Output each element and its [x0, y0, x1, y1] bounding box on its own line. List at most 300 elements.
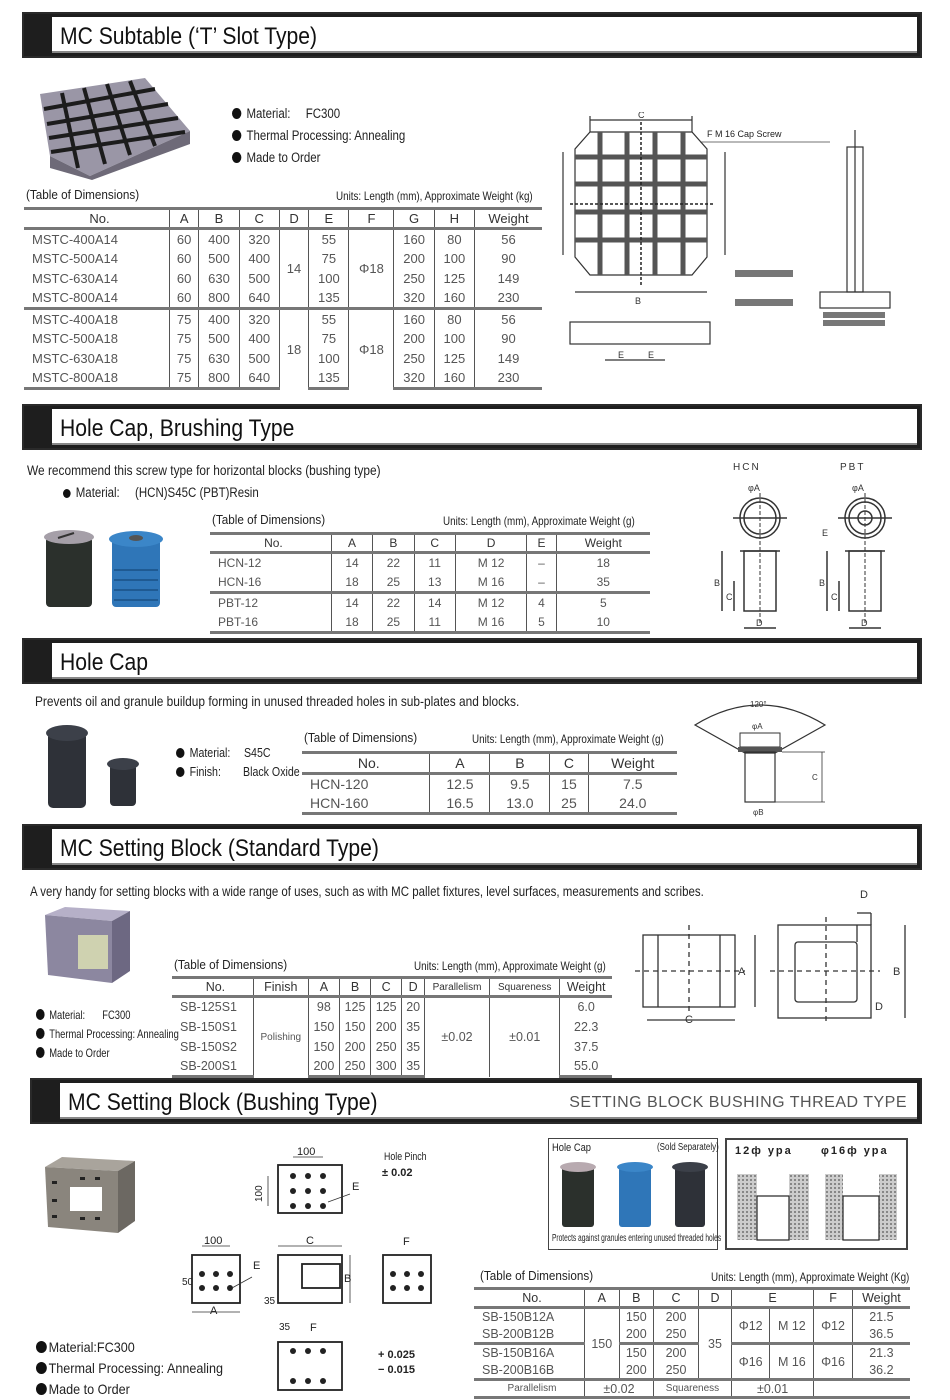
- cell-0: PBT-12: [210, 593, 331, 613]
- svg-text:35: 35: [264, 1296, 276, 1307]
- cell-a: 60: [169, 249, 198, 269]
- hole-cap-dimensions-table: [302, 751, 677, 815]
- hole-cap-brushing-drawing: [700, 458, 900, 633]
- thread-section-drawing: [733, 1166, 901, 1246]
- cell-e: 135: [309, 289, 349, 309]
- footer-parallelism-label: Parallelism: [474, 1380, 584, 1398]
- cell-e: 135: [309, 369, 349, 389]
- cell-b: 630: [199, 269, 239, 289]
- cell-no: SB-200B12B: [482, 1326, 555, 1341]
- column-header: D: [455, 534, 526, 553]
- cell-no: MSTC-400A14: [32, 231, 118, 247]
- cell-g: 160: [394, 229, 434, 249]
- bullet-icon: [232, 130, 241, 141]
- bullet-icon: [36, 1009, 45, 1020]
- cell-dim: 200: [308, 1057, 339, 1077]
- cell-6: 5: [556, 593, 650, 613]
- column-header: Weight: [852, 1289, 910, 1308]
- cell-dim: 250: [371, 1037, 402, 1057]
- cell-weight: 36.5: [852, 1326, 910, 1344]
- svg-text:B: B: [714, 578, 721, 588]
- section-title: MC Subtable (‘T’ Slot Type): [60, 23, 318, 50]
- cell-e: 100: [309, 269, 349, 289]
- bullet-material: Material: FC300: [232, 106, 340, 121]
- section-intro: We recommend this screw type for horizontal blocks (bushing type): [27, 462, 381, 478]
- column-header: H: [434, 209, 474, 229]
- cell-c: 640: [239, 369, 279, 389]
- setting-block-standard-image: [40, 905, 140, 985]
- cell-w: 149: [475, 269, 543, 289]
- thread-label-right: φ16ф ура: [821, 1145, 889, 1157]
- svg-text:F: F: [403, 1236, 410, 1248]
- cell-c: 500: [239, 349, 279, 369]
- cell-squareness: ±0.01: [490, 997, 560, 1077]
- svg-text:B: B: [344, 1273, 352, 1285]
- cell-dim: 300: [371, 1057, 402, 1077]
- cell-1: 12.5: [430, 774, 490, 794]
- cell-h: 160: [434, 369, 474, 389]
- section-header-hole-cap: [22, 638, 922, 684]
- cell-0: PBT-16: [210, 613, 331, 633]
- cell-g: 160: [394, 309, 434, 329]
- subtable-product-image: [30, 76, 200, 181]
- cell-b: 200: [619, 1326, 654, 1344]
- cell-dim: 200: [371, 1017, 402, 1037]
- cell-w: 149: [475, 349, 543, 369]
- column-header: G: [394, 209, 434, 229]
- cell-b: 150: [619, 1308, 654, 1326]
- cell-c: 400: [239, 249, 279, 269]
- cell-b: 630: [199, 349, 239, 369]
- bullet-made-to-order: Made to Order: [232, 150, 320, 165]
- cell-no: SB-150B16A: [474, 1344, 584, 1362]
- cell-d: 18: [279, 309, 308, 389]
- table-footer-row: [474, 1380, 910, 1398]
- cell-5: 5: [527, 613, 556, 633]
- cell-no: MSTC-500A18: [32, 331, 118, 346]
- cell-h: 160: [434, 289, 474, 309]
- svg-text:100: 100: [204, 1235, 223, 1247]
- svg-text:A: A: [738, 966, 746, 978]
- cell-2: 25: [373, 573, 414, 593]
- cell-0: HCN-16: [218, 574, 262, 589]
- column-header: No.: [172, 978, 253, 997]
- column-header: B: [339, 978, 370, 997]
- cell-w: 230: [475, 369, 543, 389]
- tolerance-plus: + 0.025: [378, 1349, 416, 1361]
- cell-e-thread: M 12: [770, 1308, 814, 1344]
- box-title: Hole Cap: [552, 1142, 591, 1154]
- column-header: C: [550, 753, 588, 774]
- cell-2: 22: [373, 553, 414, 573]
- column-header: D: [699, 1289, 732, 1308]
- svg-text:E: E: [822, 528, 829, 538]
- section-subtitle: SETTING BLOCK BUSHING THREAD TYPE: [569, 1094, 907, 1111]
- cell-finish: Polishing: [253, 997, 308, 1077]
- bullet-made-to-order: Made to Order: [36, 1381, 130, 1397]
- cell-weight: 36.2: [852, 1362, 910, 1380]
- column-header: Weight: [556, 534, 650, 553]
- section-intro: A very handy for setting blocks with a wide range of uses, such as with MC pallet fixtures, level surfaces, measurements and scribes.: [30, 883, 704, 899]
- footer-parallelism: ±0.02: [584, 1380, 653, 1398]
- cell-dim: 98: [308, 997, 339, 1017]
- bullet-icon: [36, 1362, 47, 1374]
- bullet-icon: [36, 1341, 47, 1353]
- cell-w: 230: [475, 289, 543, 309]
- footer-squareness: ±0.01: [731, 1380, 813, 1398]
- cell-dim: 150: [308, 1017, 339, 1037]
- svg-text:B: B: [819, 578, 826, 588]
- cell-2: 25: [373, 613, 414, 633]
- svg-text:F: F: [310, 1322, 317, 1334]
- cell-6: 18: [556, 553, 650, 573]
- table-row: [302, 794, 677, 814]
- cell-no: MSTC-630A14: [32, 271, 118, 286]
- cell-no: SB-200S1: [172, 1057, 253, 1077]
- cell-b: 400: [199, 229, 239, 249]
- cell-6: 35: [556, 573, 650, 593]
- column-header: E: [527, 534, 556, 553]
- cell-no: SB-150B12A: [482, 1310, 555, 1325]
- cell-b: 500: [199, 249, 239, 269]
- svg-text:φA: φA: [752, 722, 763, 731]
- footer-empty: [814, 1380, 910, 1398]
- column-header: B: [373, 534, 414, 553]
- column-header: C: [654, 1289, 699, 1308]
- column-header: No.: [210, 534, 331, 553]
- table-caption: (Table of Dimensions): [304, 730, 418, 745]
- svg-text:C: C: [831, 592, 838, 602]
- column-header: Weight: [588, 753, 677, 774]
- cell-w: 90: [475, 329, 543, 349]
- table-row: [474, 1308, 910, 1326]
- column-header: Squareness: [490, 978, 560, 997]
- column-header: Parallelism: [425, 978, 490, 997]
- svg-text:E: E: [352, 1181, 360, 1193]
- cell-2: 22: [373, 593, 414, 613]
- table-caption: (Table of Dimensions): [26, 187, 140, 202]
- hole-cap-drawing: [690, 695, 840, 817]
- cell-h: 80: [434, 309, 474, 329]
- cell-1: 16.5: [430, 794, 490, 814]
- cell-e: 75: [309, 329, 349, 349]
- svg-text:100: 100: [297, 1146, 316, 1158]
- hole-cap-sold-separately-box: [548, 1138, 722, 1250]
- section-header-setting-block-bushing: [30, 1078, 922, 1124]
- cell-h: 125: [434, 349, 474, 369]
- cell-1: 18: [331, 613, 372, 633]
- column-header: No.: [24, 209, 169, 229]
- hole-cap-brushing-image: [40, 525, 170, 610]
- cell-4: 7.5: [588, 774, 677, 794]
- column-header: B: [199, 209, 239, 229]
- column-header: No.: [474, 1289, 584, 1308]
- table-caption: (Table of Dimensions): [480, 1268, 594, 1283]
- cell-g: 320: [394, 289, 434, 309]
- setting-block-bushing-dimensions-table: [474, 1287, 910, 1399]
- box-caption: Protects against granules entering unused threaded holes: [552, 1233, 722, 1244]
- section-title: MC Setting Block (Standard Type): [60, 835, 379, 862]
- box-note: (Sold Separately): [657, 1142, 719, 1153]
- cell-2: 9.5: [490, 774, 550, 794]
- cell-0: HCN-120: [310, 776, 369, 793]
- svg-text:E: E: [618, 350, 625, 360]
- cell-c: 500: [239, 269, 279, 289]
- cell-dim: 35: [402, 1057, 425, 1077]
- cell-c: 200: [654, 1344, 699, 1362]
- table-row: [24, 229, 542, 249]
- cell-w: 56: [475, 229, 543, 249]
- cell-5: –: [527, 553, 556, 573]
- cell-h: 80: [434, 229, 474, 249]
- column-header: A: [331, 534, 372, 553]
- cell-h: 100: [434, 329, 474, 349]
- column-header: D: [279, 209, 308, 229]
- cell-no: MSTC-800A18: [24, 369, 169, 389]
- table-row: [24, 309, 542, 329]
- cell-a: 75: [169, 309, 198, 329]
- cell-no: SB-150S1: [180, 1019, 237, 1034]
- column-header: Weight: [560, 978, 612, 997]
- table-units: Units: Length (mm), Approximate Weight (g): [472, 732, 664, 746]
- drawing-label-hcn: HCN: [733, 462, 761, 473]
- column-header: A: [169, 209, 198, 229]
- bullet-material: Material: FC300: [36, 1008, 130, 1022]
- svg-text:C: C: [306, 1235, 314, 1247]
- cell-b: 400: [199, 309, 239, 329]
- cell-4: M 12: [455, 553, 526, 573]
- table-row: [172, 997, 612, 1017]
- cell-dim: 150: [339, 1017, 370, 1037]
- setting-block-standard-drawing: [625, 885, 915, 1030]
- cell-a: 75: [169, 329, 198, 349]
- hole-cap-brushing-dimensions-table: [210, 532, 650, 634]
- cell-2: 13.0: [490, 794, 550, 814]
- section-title: Hole Cap, Brushing Type: [60, 415, 295, 442]
- cell-3: 14: [414, 593, 455, 613]
- table-caption: (Table of Dimensions): [174, 957, 288, 972]
- column-header: B: [619, 1289, 654, 1308]
- svg-text:D: D: [860, 889, 868, 901]
- bullet-thermal: Thermal Processing: Annealing: [36, 1360, 223, 1376]
- subtable-technical-drawing: [555, 112, 925, 374]
- column-header: A: [584, 1289, 619, 1308]
- bullet-icon: [232, 152, 241, 163]
- column-header: C: [414, 534, 455, 553]
- cell-5: –: [527, 573, 556, 593]
- cell-no: MSTC-400A18: [24, 309, 169, 329]
- hole-pinch-value: ± 0.02: [382, 1167, 413, 1179]
- column-header: No.: [302, 753, 430, 774]
- bullet-icon: [176, 767, 185, 777]
- svg-text:D: D: [861, 618, 868, 628]
- column-header: Weight: [475, 209, 543, 229]
- bullet-icon: [36, 1047, 45, 1058]
- cell-1: 14: [331, 553, 372, 573]
- column-header: E: [309, 209, 349, 229]
- bullet-icon: [36, 1028, 45, 1039]
- bullet-icon: [176, 748, 185, 758]
- svg-text:35: 35: [279, 1322, 291, 1333]
- cell-no: MSTC-500A14: [32, 251, 118, 266]
- cell-g: 250: [394, 349, 434, 369]
- cell-no: SB-125S1: [180, 1000, 237, 1015]
- cell-weight: 21.3: [852, 1344, 910, 1362]
- cell-dim: 125: [371, 997, 402, 1017]
- cell-b: 150: [619, 1344, 654, 1362]
- cell-4: M 16: [455, 613, 526, 633]
- section-header-setting-block-standard: [22, 824, 922, 870]
- column-header: D: [402, 978, 425, 997]
- table-caption: (Table of Dimensions): [212, 512, 326, 527]
- cell-h: 100: [434, 249, 474, 269]
- table-row: [210, 553, 650, 573]
- cell-no: SB-150S2: [180, 1039, 237, 1054]
- cell-weight: 55.0: [560, 1057, 612, 1077]
- cell-4: M 12: [455, 593, 526, 613]
- bushing-thread-box: [725, 1138, 908, 1250]
- table-row: [210, 573, 650, 593]
- column-header: C: [239, 209, 279, 229]
- cell-no: MSTC-630A18: [32, 351, 118, 366]
- column-header: A: [430, 753, 490, 774]
- svg-text:A: A: [210, 1305, 218, 1317]
- setting-block-bushing-image: [40, 1155, 140, 1235]
- cell-c: 250: [654, 1362, 699, 1380]
- cell-no: SB-200B16B: [482, 1362, 555, 1377]
- bullet-icon: [36, 1383, 47, 1395]
- svg-text:D: D: [756, 618, 763, 628]
- cell-no: MSTC-800A14: [24, 289, 169, 309]
- cell-3: 11: [414, 553, 455, 573]
- cell-3: 11: [414, 613, 455, 633]
- cell-1: 18: [331, 573, 372, 593]
- cell-6: 10: [556, 613, 650, 633]
- column-header: E: [731, 1289, 813, 1308]
- cell-h: 125: [434, 269, 474, 289]
- column-header: C: [371, 978, 402, 997]
- cell-f: Φ18: [349, 309, 394, 389]
- svg-text:B: B: [893, 966, 901, 978]
- cell-g: 200: [394, 249, 434, 269]
- cell-dim: 150: [308, 1037, 339, 1057]
- cell-d: 35: [699, 1308, 732, 1380]
- table-row: [210, 593, 650, 613]
- cell-f: Φ18: [349, 229, 394, 309]
- svg-text:φA: φA: [852, 483, 864, 493]
- table-row: [302, 774, 677, 794]
- svg-text:C: C: [685, 1014, 693, 1026]
- cell-3: 13: [414, 573, 455, 593]
- cell-a: 75: [169, 349, 198, 369]
- section-title: Hole Cap: [60, 649, 149, 676]
- table-units: Units: Length (mm), Approximate Weight (Kg): [711, 1270, 910, 1284]
- bullet-made-to-order: Made to Order: [36, 1046, 110, 1060]
- cell-e: 75: [309, 249, 349, 269]
- cell-dim: 125: [339, 997, 370, 1017]
- cell-a: 75: [169, 369, 198, 389]
- cell-dim: 20: [402, 997, 425, 1017]
- hole-cap-samples-image: [557, 1161, 712, 1229]
- cell-c: 320: [239, 229, 279, 249]
- cell-c: 640: [239, 289, 279, 309]
- cap-screw-note: F M 16 Cap Screw: [707, 129, 782, 139]
- cell-4: 24.0: [588, 794, 677, 814]
- bullet-thermal: Thermal Processing: Annealing: [36, 1027, 179, 1041]
- table-row: [210, 613, 650, 633]
- cell-parallelism: ±0.02: [425, 997, 490, 1077]
- column-header: F: [814, 1289, 853, 1308]
- cell-weight: 22.3: [560, 1017, 612, 1037]
- cell-f: Φ16: [814, 1344, 853, 1380]
- hole-cap-image: [40, 722, 150, 810]
- cell-dim: 250: [339, 1057, 370, 1077]
- svg-text:E: E: [648, 350, 655, 360]
- bullet-material: Material:FC300: [36, 1339, 135, 1355]
- cell-weight: 37.5: [560, 1037, 612, 1057]
- table-row: [474, 1344, 910, 1362]
- bullet-material: Material: (HCN)S45C (PBT)Resin: [63, 485, 259, 500]
- cell-1: 14: [331, 593, 372, 613]
- cell-a: 60: [169, 269, 198, 289]
- cell-e: 55: [309, 229, 349, 249]
- cell-a: 60: [169, 289, 198, 309]
- cell-3: 25: [550, 794, 588, 814]
- column-header: B: [490, 753, 550, 774]
- cell-e: 100: [309, 349, 349, 369]
- cell-e: 55: [309, 309, 349, 329]
- cell-0: HCN-160: [302, 794, 430, 814]
- cell-c: 320: [239, 309, 279, 329]
- footer-squareness-label: Squareness: [654, 1380, 732, 1398]
- bullet-finish: Finish: Black Oxide: [176, 765, 300, 779]
- cell-g: 200: [394, 329, 434, 349]
- cell-dim: 35: [402, 1037, 425, 1057]
- cell-e-thread: M 16: [770, 1344, 814, 1380]
- svg-text:E: E: [253, 1260, 261, 1272]
- column-header: Finish: [253, 978, 308, 997]
- cell-a: 60: [169, 229, 198, 249]
- cell-g: 250: [394, 269, 434, 289]
- cell-g: 320: [394, 369, 434, 389]
- cell-weight: 6.0: [560, 997, 612, 1017]
- svg-text:D: D: [875, 1001, 883, 1013]
- drawing-label-pbt: PBT: [840, 462, 866, 473]
- setting-block-standard-dimensions-table: [172, 976, 612, 1078]
- cell-3: 15: [550, 774, 588, 794]
- cell-b: 200: [619, 1362, 654, 1380]
- section-header-hole-cap-brushing: [22, 404, 922, 450]
- column-header: F: [349, 209, 394, 229]
- section-intro: Prevents oil and granule buildup forming in unused threaded holes in sub-plates and blocks.: [35, 693, 520, 709]
- cell-b: 800: [199, 289, 239, 309]
- dim-label-b: B: [635, 296, 642, 306]
- hole-pinch-label: Hole Pinch: [384, 1151, 427, 1163]
- svg-text:120°: 120°: [750, 700, 767, 709]
- table-units: Units: Length (mm), Approximate Weight (g): [414, 959, 606, 973]
- cell-e-diameter: Φ12: [731, 1308, 770, 1344]
- section-header-subtable: [22, 12, 922, 58]
- svg-text:C: C: [812, 773, 818, 782]
- cell-d: 14: [279, 229, 308, 309]
- cell-b: 800: [199, 369, 239, 389]
- cell-0: HCN-12: [218, 556, 262, 571]
- bullet-material: Material: S45C: [176, 746, 271, 760]
- cell-4: M 16: [455, 573, 526, 593]
- cell-c: 250: [654, 1326, 699, 1344]
- svg-text:50: 50: [182, 1277, 194, 1288]
- svg-text:C: C: [726, 592, 733, 602]
